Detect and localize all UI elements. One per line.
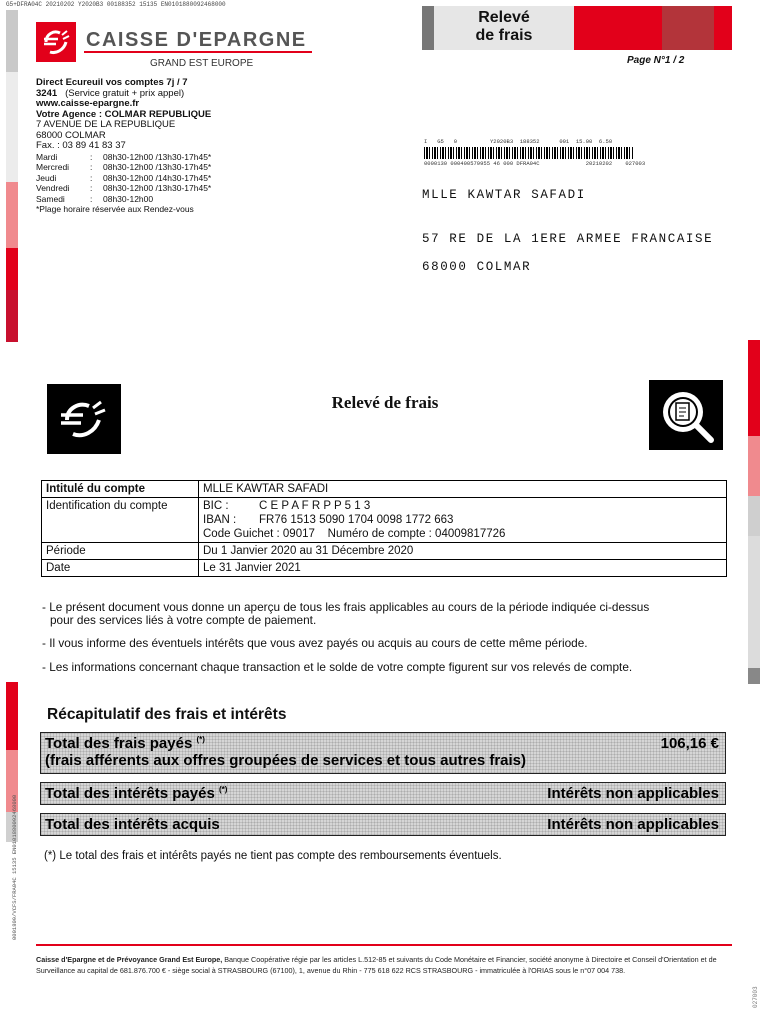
date-value: Le 31 Janvier 2021 <box>199 560 727 577</box>
barcode-bottom-text: 0000130 000400579955 46 000 DFRA04C 20210202 027003 <box>424 160 646 167</box>
brand-underline <box>84 51 312 53</box>
code-guichet: Code Guichet : 09017 <box>203 528 315 540</box>
branch-phone: 3241 <box>36 87 58 99</box>
info-bullet-2: - Il vous informe des éventuels intérêts que vous avez payés ou acquis au cours de cette même période. <box>42 636 588 650</box>
bic-label: BIC : <box>203 500 229 512</box>
hours-row: Jeudi : 08h30-12h00 /14h30-17h45* <box>36 172 212 183</box>
account-info-table <box>41 480 727 577</box>
footer-rule <box>36 944 732 946</box>
footer-details: Banque Coopérative régie par les articles L.512-85 et suivants du Code Monétaire et Financier, société anonyme à Directoire et Conseil d'Orientation et de Surveillance au capital de 681.876.700 € - siège social à STRASBOURG (67100), 1, avenue du Rhin - 775 618 622 RCS STRASBOURG - immatriculée à l'ORIAS sous le n°07 004 738. <box>36 955 717 975</box>
header-dark-red-block <box>662 6 714 50</box>
branch-phone-note: (Service gratuit + prix appel) <box>65 87 185 99</box>
hours-row: Samedi : 08h30-12h00 <box>36 193 154 204</box>
table-row <box>42 560 727 577</box>
barcode-top-text: I G5 0 Y2020B3 188352 001 15.00 6.50 <box>424 138 613 145</box>
hours-time: 08h30-12h00 /13h30-17h45* <box>103 162 212 172</box>
hours-day: Vendredi <box>36 183 70 193</box>
total-fees-label: Total des frais payés <box>45 735 193 752</box>
interest-paid-value: Intérêts non applicables <box>547 785 719 802</box>
info-bullet-1: - Le présent document vous donne un aperçu de tous les frais applicables au cours de la période indiquée ci-dessus <box>42 600 650 614</box>
recipient-city: 68000 COLMAR <box>422 260 532 274</box>
hours-day: Jeudi <box>36 172 57 183</box>
hours-time: 08h30-12h00 <box>103 193 154 204</box>
header-title-line2: de frais <box>475 27 533 44</box>
hours-row: Mercredi : 08h30-12h00 /13h30-17h45* <box>36 162 212 172</box>
page-number: Page N°1 / 2 <box>627 55 685 66</box>
document-title: Relevé de frais <box>331 393 439 412</box>
header-red-block <box>574 6 662 50</box>
side-vertical-code-right: 027003 <box>752 986 759 1008</box>
brand-logo-icon <box>36 22 76 62</box>
interest-acquired-label: Total des intérêts acquis <box>45 816 220 833</box>
header-red-end <box>714 6 732 50</box>
hours-time: 08h30-12h00 /13h30-17h45* <box>103 183 212 193</box>
interest-paid-label: Total des intérêts payés <box>45 785 215 802</box>
opening-hours <box>36 152 211 215</box>
account-id-value <box>199 498 727 543</box>
footer-legal-text <box>36 954 736 976</box>
branch-fax: Fax. : 03 89 41 83 37 <box>36 140 126 151</box>
hours-row: Vendredi : 08h30-12h00 /13h30-17h45* <box>36 183 212 193</box>
postal-barcode <box>424 147 634 159</box>
date-label: Date <box>42 560 199 577</box>
total-fees-value: 106,16 € <box>660 735 719 752</box>
hours-row: Mardi : 08h30-12h00 /13h30-17h45* <box>36 151 212 162</box>
branch-line-direct: Direct Ecureuil vos comptes 7j / 7 <box>36 77 188 88</box>
table-row <box>42 498 727 543</box>
iban-label: IBAN : <box>203 514 237 526</box>
iban-value: FR76 1513 5090 1704 0098 1772 663 <box>259 514 454 526</box>
interest-acquired-box <box>40 813 726 836</box>
hours-day: Mercredi <box>36 162 70 172</box>
summary-footnote: (*) Le total des frais et intérêts payés ne tient pas compte des remboursements éventuels. <box>44 850 502 862</box>
footer-company: Caisse d'Epargne et de Prévoyance Grand Est Europe, <box>36 955 223 964</box>
hours-note: *Plage horaire réservée aux Rendez-vous <box>36 204 194 214</box>
hours-day: Mardi <box>36 151 58 162</box>
account-name-value: MLLE KAWTAR SAFADI <box>199 481 727 498</box>
interest-paid-sup: (*) <box>218 785 228 794</box>
period-value: Du 1 Janvier 2020 au 31 Décembre 2020 <box>199 543 727 560</box>
recipient-street: 57 RE DE LA 1ERE ARMEE FRANCAISE <box>422 232 714 246</box>
account-id-label: Identification du compte <box>42 498 199 543</box>
brand-region: GRAND EST EUROPE <box>150 58 254 69</box>
branch-agency: Votre Agence : COLMAR REPUBLIQUE <box>36 108 212 120</box>
interest-acquired-value: Intérêts non applicables <box>547 816 719 833</box>
table-row <box>42 481 727 498</box>
info-bullet-3: - Les informations concernant chaque transaction et le solde de votre compte figurent sur vos relevés de compte. <box>42 660 633 674</box>
euro-logo-icon <box>47 384 121 454</box>
header-box-edge <box>422 6 434 50</box>
account-name-label: Intitulé du compte <box>42 481 199 498</box>
interest-paid-box <box>40 782 726 805</box>
header-title-line1: Relevé <box>478 9 530 26</box>
branch-address2: 68000 COLMAR <box>36 129 106 141</box>
bic-value: C E P A F R P P 5 1 3 <box>259 500 371 512</box>
hours-time: 08h30-12h00 /13h30-17h45* <box>103 151 212 162</box>
hours-time: 08h30-12h00 /14h30-17h45* <box>103 172 212 183</box>
period-label: Période <box>42 543 199 560</box>
branch-website: www.caisse-epargne.fr <box>36 98 140 109</box>
top-reference-code: G5+DFRA04C 20210202 Y2020B3 00188352 15135 EN0101880092468000 <box>6 1 226 8</box>
recipient-name: MLLE KAWTAR SAFADI <box>422 188 586 202</box>
total-fees-box <box>40 732 726 774</box>
info-bullet-1-cont: pour des services liés à votre compte de paiement. <box>50 613 317 627</box>
total-fees-sup: (*) <box>196 735 205 744</box>
branch-info <box>36 78 211 215</box>
summary-title: Récapitulatif des frais et intérêts <box>47 706 287 723</box>
account-number: Numéro de compte : 04009817726 <box>327 528 506 540</box>
header-title-box <box>434 6 574 50</box>
brand-name: CAISSE D'EPARGNE <box>86 29 307 51</box>
total-fees-subtitle: (frais afférents aux offres groupées de services et tous autres frais) <box>45 752 527 769</box>
table-row <box>42 543 727 560</box>
hours-day: Samedi <box>36 193 65 204</box>
magnifier-document-icon <box>649 380 723 450</box>
side-vertical-code: 0001809/VCFS/FRA04C 15135 EN0101880092468000 <box>11 794 18 940</box>
branch-address1: 7 AVENUE DE LA REPUBLIQUE <box>36 119 176 130</box>
